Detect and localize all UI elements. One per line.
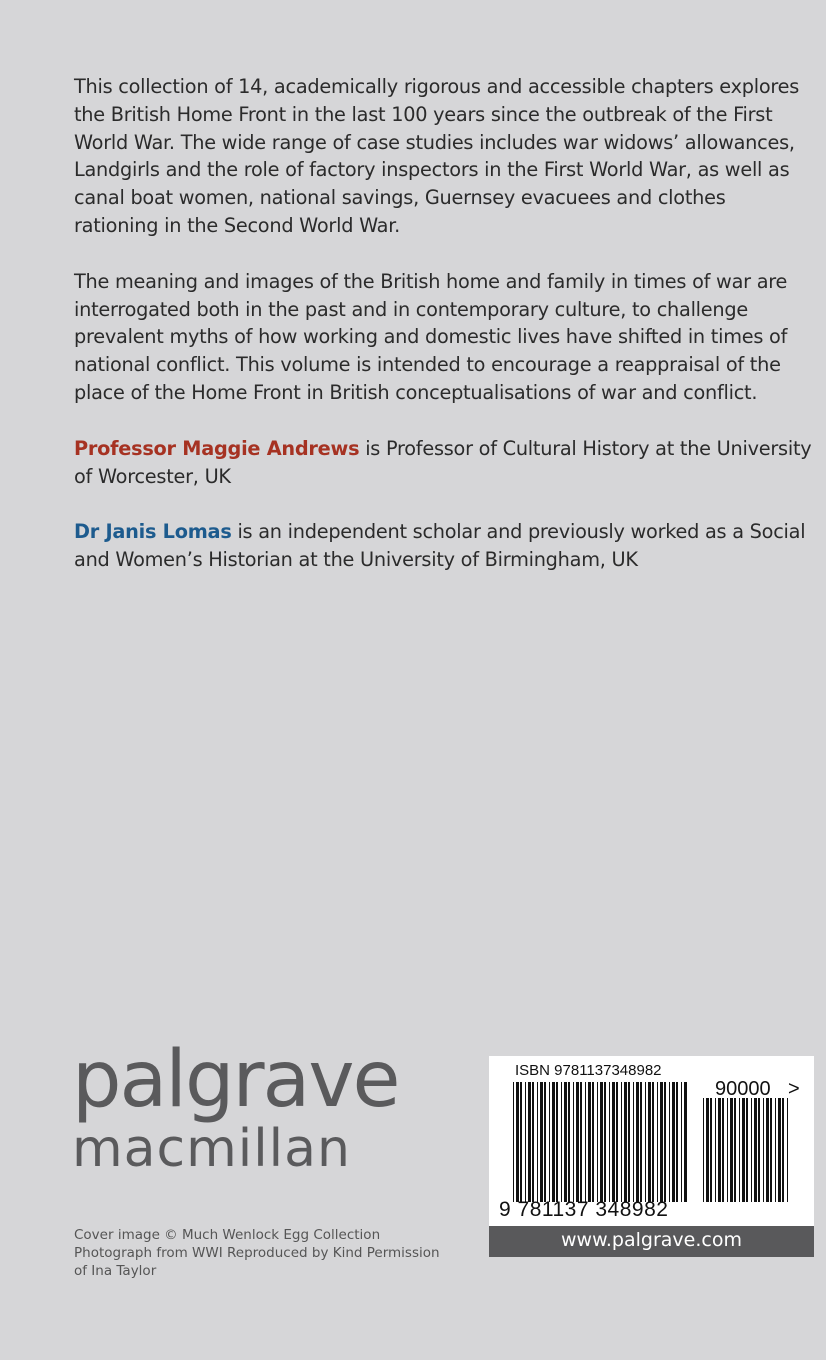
logo-macmillan: macmillan <box>72 1119 351 1179</box>
barcode-bar <box>612 1082 615 1202</box>
barcode-bar <box>561 1082 562 1202</box>
barcode-bar <box>513 1082 514 1202</box>
barcode-bar <box>516 1082 519 1202</box>
barcode-bar <box>706 1098 709 1202</box>
barcode-bar <box>609 1082 610 1202</box>
barcode-bar <box>730 1098 733 1202</box>
barcode-bar <box>624 1082 627 1202</box>
barcode-bar <box>544 1082 546 1202</box>
barcode-bar <box>640 1082 642 1202</box>
barcode-bar <box>715 1098 716 1202</box>
barcode-bar <box>588 1082 591 1202</box>
author-1-name: Professor Maggie Andrews <box>74 436 360 460</box>
barcode-bar <box>722 1098 724 1202</box>
barcode-bar <box>664 1082 666 1202</box>
barcode-bar <box>556 1082 558 1202</box>
barcode-bar <box>684 1082 687 1202</box>
author-2-description: is an independent scholar and previously worked as a Social and Women’s Historian at the University of Birmingham, UK <box>74 520 806 572</box>
barcode-bar <box>540 1082 543 1202</box>
barcode-bar <box>672 1082 675 1202</box>
barcode-bar <box>520 1082 522 1202</box>
barcode-bar <box>552 1082 555 1202</box>
barcode-bar <box>669 1082 670 1202</box>
back-cover-blurb <box>74 73 814 602</box>
barcode-bar <box>754 1098 757 1202</box>
barcode-bar <box>758 1098 760 1202</box>
barcode-bar <box>592 1082 594 1202</box>
barcode-bar <box>787 1098 788 1202</box>
barcode-bar <box>573 1082 574 1202</box>
barcode-bar <box>775 1098 776 1202</box>
barcode-bar <box>532 1082 534 1202</box>
barcode-bar <box>580 1082 582 1202</box>
barcode-bar <box>549 1082 550 1202</box>
isbn-label: ISBN 9781137348982 <box>515 1062 662 1079</box>
barcode-bar <box>648 1082 651 1202</box>
barcode-bar <box>636 1082 639 1202</box>
barcode-bar <box>576 1082 579 1202</box>
author-1-bio <box>74 435 814 491</box>
price-arrow: > <box>788 1078 800 1100</box>
barcode-bar <box>604 1082 606 1202</box>
barcode-bar <box>727 1098 728 1202</box>
barcode-bar <box>633 1082 634 1202</box>
barcode-bar <box>585 1082 586 1202</box>
barcode-bar <box>660 1082 663 1202</box>
barcode-bar <box>621 1082 622 1202</box>
blurb-paragraph-1: This collection of 14, academically rigorous and accessible chapters explores the British Home Front in the last 100 years since the outbreak of the First World War. The wide range of case studies includes war widows’ allowances, Landgirls and the role of factory inspectors in the First World War, as well as canal boat women, national savings, Guernsey evacuees and clothes rationing in the Second World War. <box>74 75 800 237</box>
author-2-bio <box>74 518 814 574</box>
barcode-bar <box>739 1098 740 1202</box>
author-1-description: is Professor of Cultural History at the University of Worcester, UK <box>74 436 812 488</box>
barcode-bar <box>676 1082 678 1202</box>
barcode-bar <box>778 1098 781 1202</box>
cover-image-credit: Cover image © Much Wenlock Egg Collection Photograph from WWI Reproduced by Kind Permission of Ina Taylor <box>74 1227 440 1279</box>
isbn-barcode <box>489 1056 814 1226</box>
barcode-bar <box>782 1098 784 1202</box>
logo-palgrave: palgrave <box>72 1035 399 1125</box>
publisher-url[interactable]: www.palgrave.com <box>489 1226 814 1257</box>
barcode-bar <box>681 1082 682 1202</box>
barcode-bar <box>657 1082 658 1202</box>
author-2-name: Dr Janis Lomas <box>74 520 232 544</box>
barcode-bar <box>645 1082 646 1202</box>
barcode-bar <box>703 1098 704 1202</box>
barcode-bar <box>525 1082 526 1202</box>
barcode-bar <box>763 1098 764 1202</box>
barcode-digits: 9 781137 348982 <box>499 1198 669 1221</box>
barcode-bar <box>770 1098 772 1202</box>
barcode-bar <box>734 1098 736 1202</box>
barcode-bar <box>628 1082 630 1202</box>
barcode-bar <box>652 1082 654 1202</box>
barcode-bar <box>597 1082 598 1202</box>
blurb-paragraph-2: The meaning and images of the British home and family in times of war are interrogated both in the past and in contemporary culture, to challenge prevalent myths of how working and domestic lives have shifted in times of national conflict. This volume is intended to encourage a reappraisal of the place of the Home Front in British conceptualisations of war and conflict. <box>74 269 788 404</box>
barcode-bar <box>568 1082 570 1202</box>
barcode-bar <box>766 1098 769 1202</box>
barcode-bar <box>718 1098 721 1202</box>
barcode-bar <box>616 1082 618 1202</box>
barcode-bar <box>564 1082 567 1202</box>
barcode-bar <box>600 1082 603 1202</box>
barcode-bar <box>528 1082 531 1202</box>
publisher-logo <box>72 1035 399 1179</box>
price-code: 90000 <box>715 1078 771 1100</box>
barcode-bar <box>710 1098 712 1202</box>
barcode-bar <box>751 1098 752 1202</box>
barcode-bar <box>746 1098 748 1202</box>
barcode-bar <box>537 1082 538 1202</box>
barcode-bar <box>742 1098 745 1202</box>
